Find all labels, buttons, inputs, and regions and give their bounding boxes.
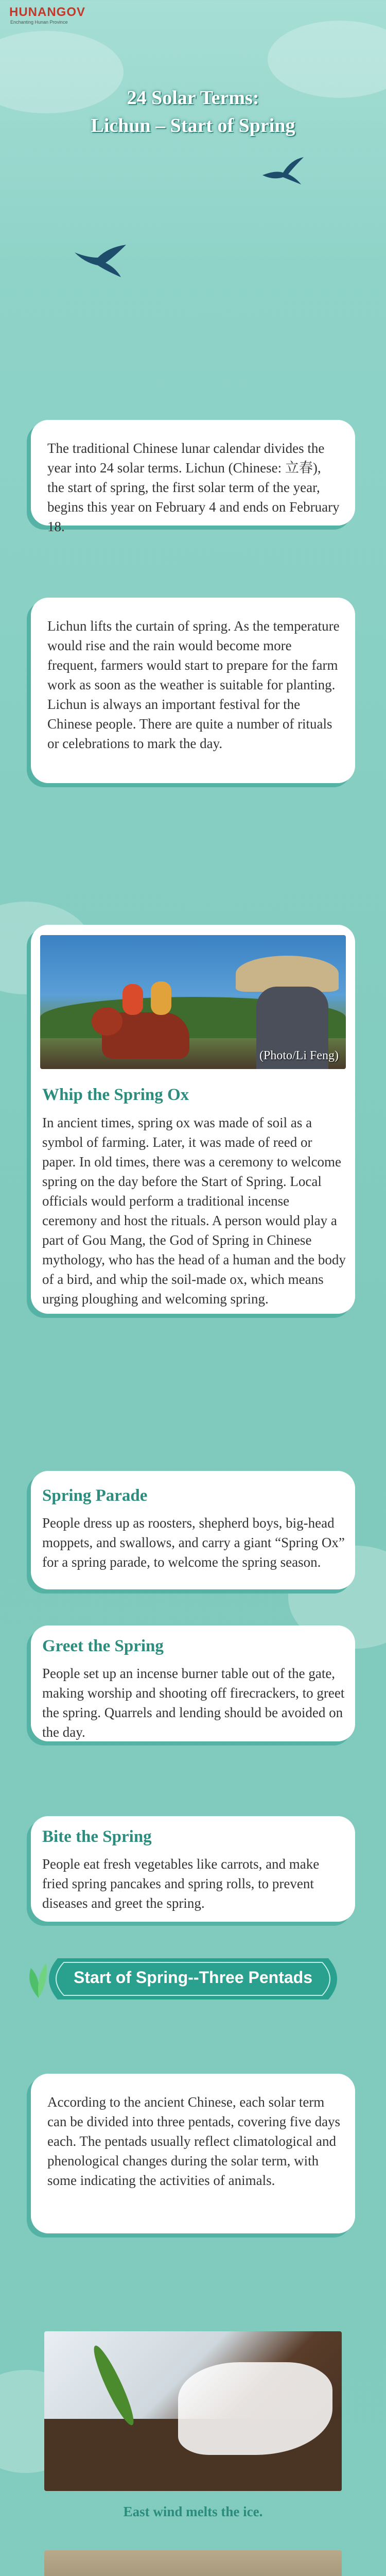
spring-parade-card bbox=[31, 1471, 355, 1589]
hunangov-logo[interactable] bbox=[9, 5, 86, 31]
greet-spring-card bbox=[31, 1625, 355, 1741]
lichun-card bbox=[31, 598, 355, 783]
photo-child bbox=[151, 981, 171, 1015]
bite-spring-card bbox=[31, 1816, 355, 1922]
pentads-card bbox=[31, 2074, 355, 2233]
pentad-photo-insects bbox=[44, 2550, 342, 2576]
page-title-line1: 24 Solar Terms: bbox=[127, 87, 259, 109]
photo-credit: (Photo/Li Feng) bbox=[259, 1049, 339, 1062]
swallow-icon bbox=[260, 155, 306, 185]
greet-spring-paragraph: People set up an incense burner table out of the gate, making worship and shooting off firecrackers, to greet the spring. Quarrels and lending should be avoided on the day. bbox=[42, 1666, 345, 1740]
logo-tagline: Enchanting Hunan Province bbox=[10, 20, 68, 25]
photo-leaf bbox=[88, 2343, 139, 2429]
photo-ox-head bbox=[92, 1007, 122, 1036]
bite-spring-paragraph: People eat fresh vegetables like carrots, and make fried spring pancakes and spring rolls, to prevent diseases and greet the spring. bbox=[42, 1856, 320, 1911]
pentads-banner-title: Start of Spring--Three Pentads bbox=[73, 1968, 313, 1987]
whip-ox-paragraph: In ancient times, spring ox was made of soil as a symbol of farming. Later, it was made of reed or paper. In old times, there was a ceremony to welcome spring on the day before the Start of Spring. Local officials would perform a traditional incense ceremony and host the rituals. A person would play a part of Gou Mang, the God of Spring in Chinese mythology, who has the head of a human and the body of a bird, and whip the soil-made ox, which means urging ploughing and welcoming spring. bbox=[42, 1115, 346, 1307]
intro-card bbox=[31, 420, 355, 534]
photo-child bbox=[122, 984, 143, 1015]
whip-ox-card bbox=[31, 925, 355, 1314]
leaf-icon bbox=[21, 1958, 57, 1999]
spring-parade-paragraph: People dress up as roosters, shepherd boys, big-head moppets, and swallows, and carry a giant “Spring Ox” for a spring parade, to welcome the spring season. bbox=[42, 1515, 345, 1570]
lichun-paragraph: Lichun lifts the curtain of spring. As the temperature would rise and the rain would become more frequent, farmers would start to prepare for the farm work as soon as the weather is suitable for planting. Lichun is always an important festival for the Chinese people. There are quite a number of rituals or celebrations to mark the day. bbox=[47, 618, 340, 751]
intro-paragraph: The traditional Chinese lunar calendar divides the year into 24 solar terms. Lichun (Chinese: 立春), the start of spring, the first solar term of the year, begins this year on February 4 and ends on February 18. bbox=[47, 440, 340, 534]
bite-spring-heading: Bite the Spring bbox=[42, 1827, 152, 1846]
spring-ox-photo bbox=[40, 935, 346, 1069]
greet-spring-heading: Greet the Spring bbox=[42, 1637, 164, 1655]
pentad-caption-1: East wind melts the ice. bbox=[123, 2504, 263, 2519]
page-title-line2: Lichun – Start of Spring bbox=[91, 115, 295, 137]
whip-ox-heading: Whip the Spring Ox bbox=[42, 1086, 189, 1104]
logo-brand: HUNANGOV bbox=[9, 5, 86, 19]
photo-ice bbox=[178, 2362, 332, 2455]
pentad-photo-ice bbox=[44, 2331, 342, 2491]
swallow-icon bbox=[72, 242, 129, 278]
spring-parade-heading: Spring Parade bbox=[42, 1486, 148, 1505]
pentads-paragraph: According to the ancient Chinese, each solar term can be divided into three pentads, covering five days each. The pentads usually reflect climatological and phenological changes during the solar term, with some indicating the activities of animals. bbox=[47, 2094, 341, 2188]
